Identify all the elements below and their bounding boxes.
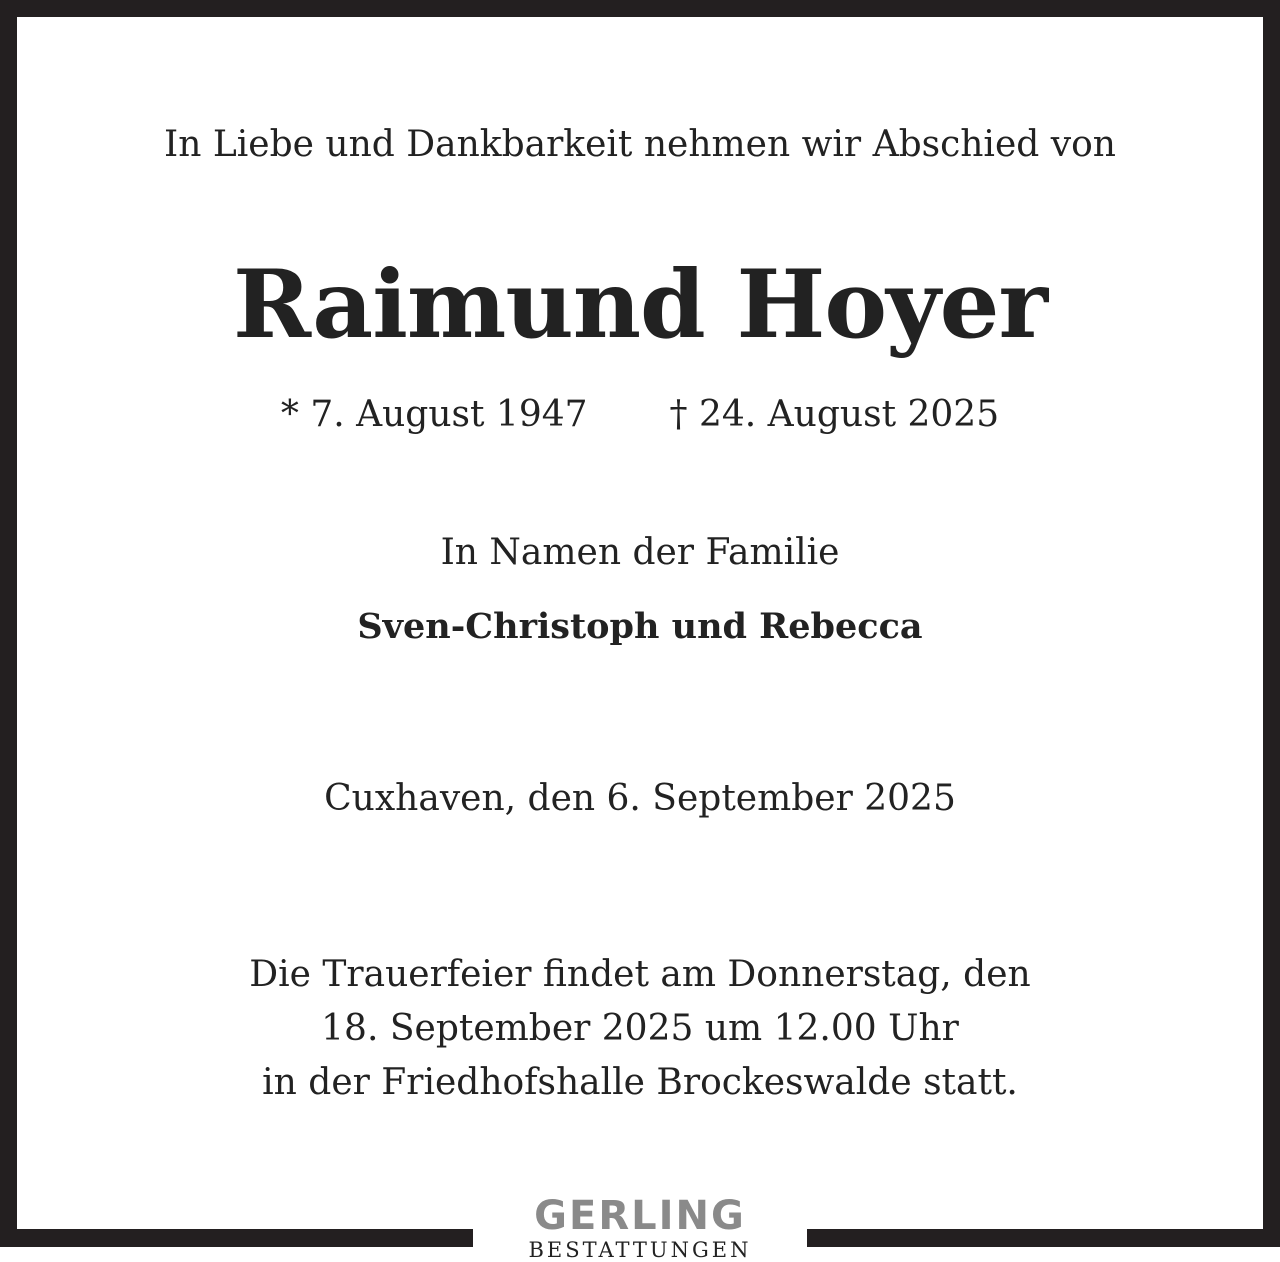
- service-line: in der Friedhofshalle Brockeswalde statt.: [262, 1062, 1018, 1103]
- death-date: † 24. August 2025: [669, 394, 1000, 435]
- logo-wordmark: GERLING: [534, 1193, 746, 1239]
- life-dates: [0, 390, 1280, 440]
- frame-bottom-left-border: [0, 1229, 473, 1247]
- service-line: 18. September 2025 um 12.00 Uhr: [321, 1008, 959, 1049]
- place-and-date: Cuxhaven, den 6. September 2025: [324, 778, 956, 819]
- logo-subtitle: BESTATTUNGEN: [528, 1238, 752, 1262]
- frame-bottom-right-border: [807, 1229, 1280, 1247]
- intro-text: In Liebe und Dankbarkeit nehmen wir Abschied von: [164, 124, 1116, 165]
- service-line: Die Trauerfeier findet am Donnerstag, den: [249, 954, 1031, 995]
- family-names: Sven-Christoph und Rebecca: [357, 606, 923, 647]
- frame-top-border: [0, 0, 1280, 17]
- funeral-home-logo: [490, 1193, 790, 1262]
- birth-date: * 7. August 1947: [280, 394, 588, 435]
- deceased-name: Raimund Hoyer: [233, 250, 1047, 360]
- funeral-service-info: [0, 948, 1280, 1110]
- family-intro-text: In Namen der Familie: [440, 532, 840, 573]
